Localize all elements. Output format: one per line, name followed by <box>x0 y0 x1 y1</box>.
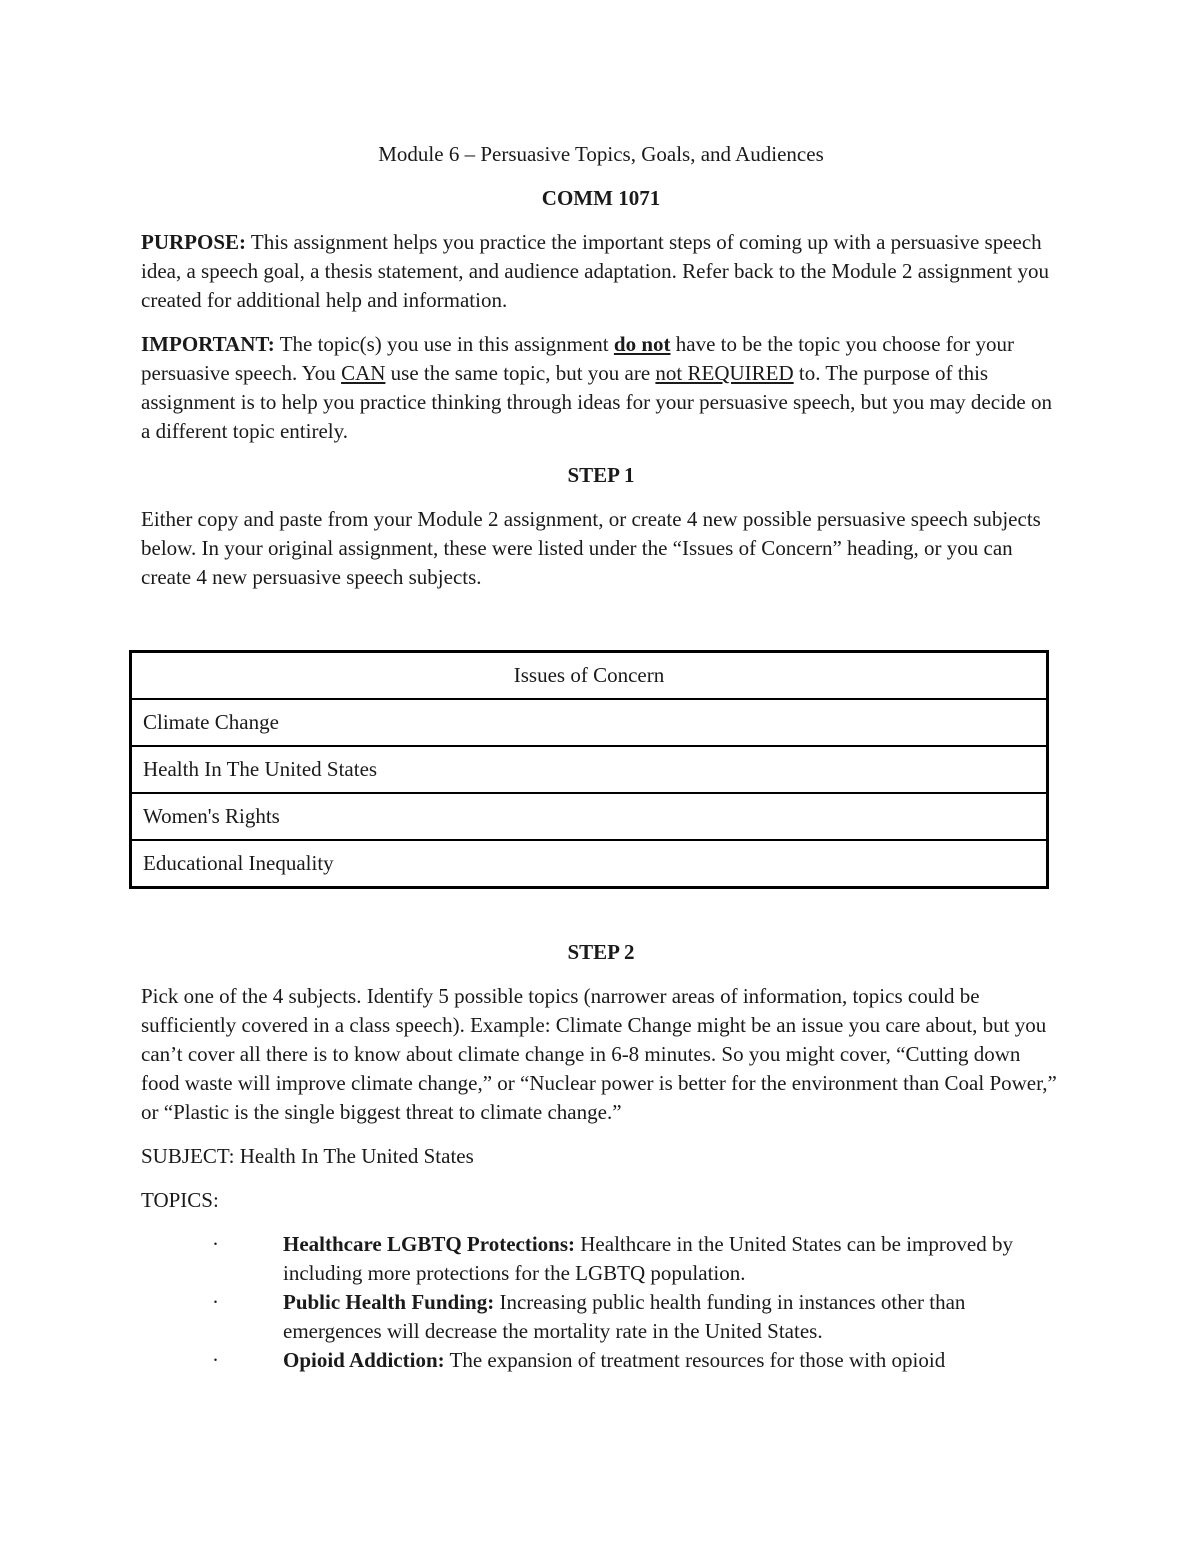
table-cell: Climate Change <box>131 699 1048 746</box>
page-title: Module 6 – Persuasive Topics, Goals, and Audiences <box>378 142 824 166</box>
bullet-icon: · <box>212 1348 219 1372</box>
bullet-icon: · <box>212 1232 219 1256</box>
topic-text: Increasing public health funding in instances other than emergences will decrease the mortality rate in the United States. <box>283 1290 966 1343</box>
step2-heading: STEP 2 <box>567 940 635 964</box>
table-cell: Women's Rights <box>131 793 1048 840</box>
issues-of-concern-table <box>129 650 1049 889</box>
important-text-3: use the same topic, but you are <box>390 361 651 385</box>
important-text-2: have to be the topic you choose for your persuasive speech. You <box>141 332 1015 385</box>
step1-instructions: Either copy and paste from your Module 2 assignment, or create 4 new possible persuasive speech subjects below. In your original assignment, these were listed under the “Issues of Concern” heading, or you can create 4 new persuasive speech subjects. <box>141 507 1041 589</box>
table-row <box>131 840 1048 888</box>
table-row <box>131 793 1048 840</box>
document-body <box>141 140 1061 607</box>
topics-label: TOPICS: <box>141 1188 219 1212</box>
list-item <box>212 1230 1061 1288</box>
table-cell: Health In The United States <box>131 746 1048 793</box>
table-header: Issues of Concern <box>131 652 1048 700</box>
not-required-emphasis: not REQUIRED <box>655 361 794 385</box>
topic-text: The expansion of treatment resources for those with opioid <box>444 1348 946 1372</box>
purpose-text: This assignment helps you practice the important steps of coming up with a persuasive speech idea, a speech goal, a thesis statement, and audience adaptation. Refer back to the Module 2 assignment you created for additional help and information. <box>141 230 1049 312</box>
table-row <box>131 746 1048 793</box>
step2-instructions: Pick one of the 4 subjects. Identify 5 possible topics (narrower areas of information, topics could be sufficiently covered in a class speech). Example: Climate Change might be an issue you care about, but you can’t cover all there is to know about climate change in 6-8 minutes. So you might cover, “Cutting down food waste will improve climate change,” or “Nuclear power is better for the environment than Coal Power,” or “Plastic is the single biggest threat to climate change.” <box>141 984 1057 1124</box>
step2-section <box>141 938 1061 1375</box>
step1-heading: STEP 1 <box>567 463 635 487</box>
list-item <box>212 1346 1061 1375</box>
list-item <box>212 1288 1061 1346</box>
topic-title: Public Health Funding: <box>283 1290 495 1314</box>
purpose-label: PURPOSE: <box>141 230 246 254</box>
important-text-1: The topic(s) you use in this assignment <box>279 332 609 356</box>
purpose-paragraph <box>141 228 1061 315</box>
topic-title: Opioid Addiction: <box>283 1348 445 1372</box>
do-not-emphasis: do not <box>613 332 671 356</box>
bullet-icon: · <box>212 1290 219 1314</box>
can-emphasis: CAN <box>341 361 386 385</box>
important-text-4: to. The purpose of this assignment is to help you practice thinking through ideas for your persuasive speech, but you may decide on a different topic entirely. <box>141 361 1052 443</box>
table-row <box>131 699 1048 746</box>
topic-text: Healthcare in the United States can be improved by including more protections for the LGBTQ population. <box>283 1232 1013 1285</box>
important-label: IMPORTANT: <box>141 332 275 356</box>
course-code: COMM 1071 <box>541 186 661 210</box>
topics-list <box>141 1230 1061 1375</box>
subject-line: SUBJECT: Health In The United States <box>141 1144 474 1168</box>
topic-title: Healthcare LGBTQ Protections: <box>283 1232 576 1256</box>
table-cell: Educational Inequality <box>131 840 1048 888</box>
important-paragraph <box>141 330 1061 446</box>
